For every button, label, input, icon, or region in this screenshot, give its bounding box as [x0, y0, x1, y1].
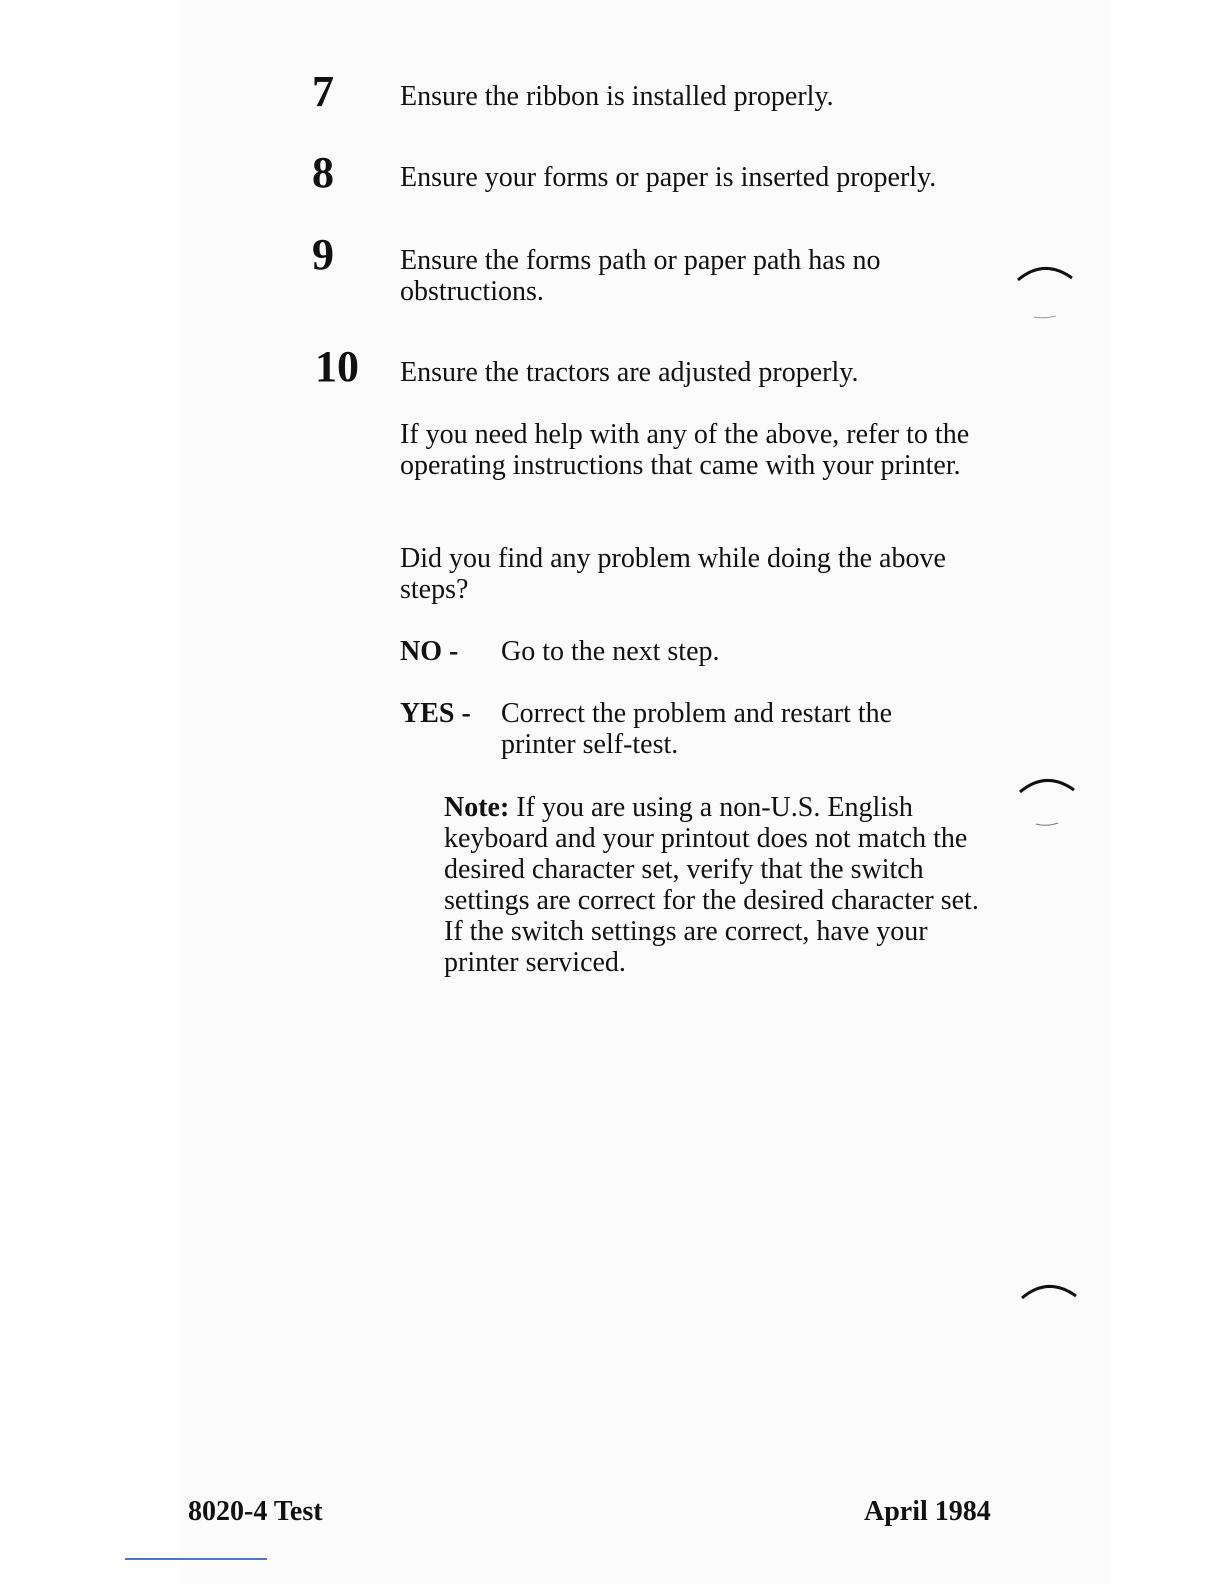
note-text: If you are using a non-U.S. English keyboard and your printout does not match the desired character set, verify that the switch settings are correct for the desired character set. If the switch settings are correct, have your printer serviced. — [444, 792, 979, 978]
scan-edge-line — [125, 1558, 267, 1560]
note-label: Note: — [444, 792, 510, 823]
step-text-10: Ensure the tractors are adjusted properly. — [400, 357, 859, 388]
step-text-7: Ensure the ribbon is installed properly. — [400, 81, 834, 112]
answer-no-text: Go to the next step. — [501, 636, 720, 667]
answer-yes-text: Correct the problem and restart the printer self-test. — [501, 698, 893, 760]
binder-hole-mark-top — [1014, 250, 1074, 320]
step-number-10: 10 — [315, 342, 359, 391]
step-text-8: Ensure your forms or paper is inserted properly. — [400, 162, 937, 193]
step-number-9: 9 — [312, 230, 334, 279]
help-paragraph: If you need help with any of the above, refer to the operating instructions that came with your printer. — [400, 419, 970, 481]
answer-yes-label: YES - — [400, 698, 471, 729]
footer-document-id: 8020-4 Test — [188, 1496, 323, 1527]
answer-no-label: NO - — [400, 636, 459, 667]
binder-hole-mark-middle — [1016, 762, 1076, 832]
footer-date: April 1984 — [864, 1496, 991, 1527]
step-number-8: 8 — [312, 148, 334, 197]
step-number-7: 7 — [312, 67, 334, 116]
step-text-9: Ensure the forms path or paper path has no obstructions. — [400, 245, 881, 307]
question-paragraph: Did you find any problem while doing the above steps? — [400, 543, 946, 605]
note-block — [444, 792, 984, 978]
binder-hole-mark-bottom — [1018, 1268, 1078, 1338]
